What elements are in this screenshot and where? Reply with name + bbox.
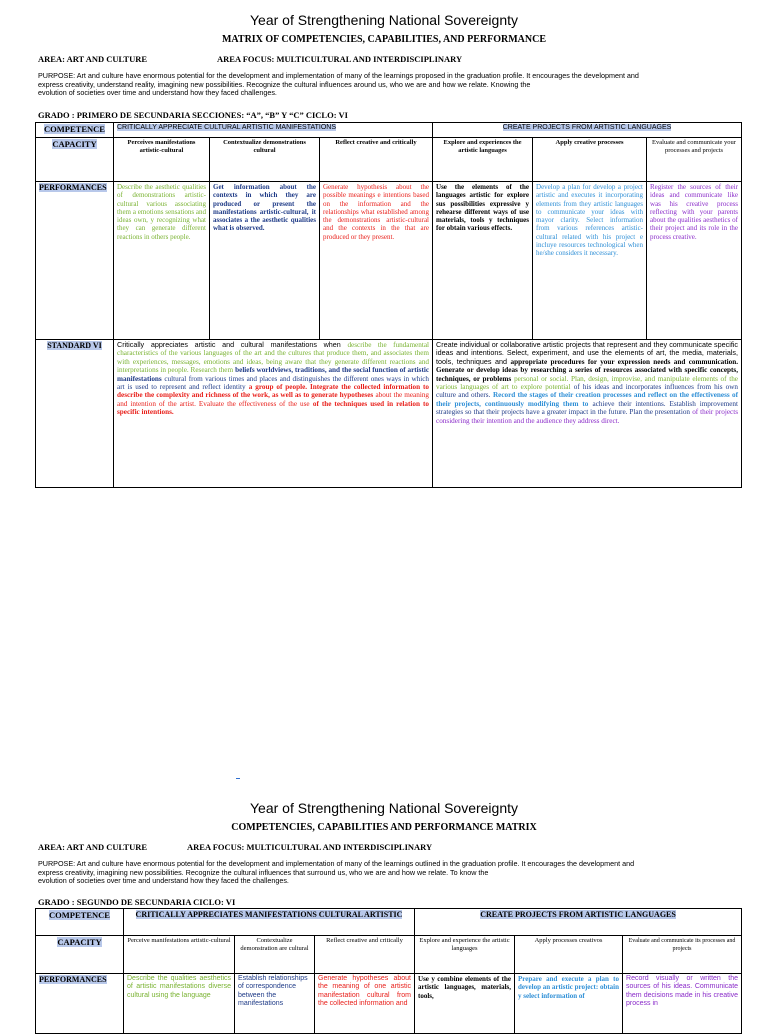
performance-cell: Develop a plan for develop a project artistic and executes it incorporating elements from they artistic languages to communicate your ideas with mayor clarity. Select information from various references artistic-cultural related with his project e incluye resources technological when he/she considers it necessary. xyxy=(533,182,647,340)
capacity-row-label: CAPACITY xyxy=(36,936,124,974)
standard-text: cultural from various times and places and distinguishes the different ones ways in which art is used to represent and reflect identity xyxy=(117,374,430,392)
performance-cell: Prepare and execute a plan to develop an artistic project: obtain y select information of xyxy=(515,974,623,1034)
capacity-cell: Explore and experiences the artistic languages xyxy=(433,138,533,182)
purpose-line: PURPOSE: Art and culture have enormous potential for the development and implementation of many of the learnings outlined in the graduation profile. It encourages the development and xyxy=(38,859,635,868)
purpose-line: evolution of societies over time and understand how they faced challenges. xyxy=(38,88,277,98)
performance-cell: Generate hypothesis about the possible meanings e intentions based on the information and the relationships what established among the demonstrations artistic-cultural and the contexts in the that are produced or they present. xyxy=(320,182,433,340)
page-title: Year of Strengthening National Sovereignty xyxy=(250,12,518,28)
capacity-cell: Perceive manifestations artistic-cultural xyxy=(124,936,235,974)
competence-2: CREATE PROJECTS FROM ARTISTIC LANGUAGES xyxy=(415,909,742,936)
standard-text: Critically appreciates artistic and cultural manifestations when xyxy=(117,340,341,349)
standard-text: of their projects considering their intention and the audience they address direct. xyxy=(436,408,739,425)
standard-text: of the techniques used in relation to specific intentions. xyxy=(117,399,430,417)
capacity-cell: Apply creative processes xyxy=(533,138,647,182)
page-break-mark xyxy=(236,778,240,779)
capacity-cell: Explore and experience the artistic languages xyxy=(415,936,515,974)
grado-label: GRADO : SEGUNDO DE SECUNDARIA CICLO: VI xyxy=(38,897,236,907)
standard-text: achieve their intentions. Establish improvement strategies so that their projects have a greater impact in the future. Plan the presentation xyxy=(436,399,739,417)
standard-text: describe the fundamental characteristics of the various languages of the art and the cultures that produce them, and associates them with experiences, messages, emotions and ideas, being aware that they generate different reactions and interpretations in people. Research them xyxy=(117,341,430,375)
performances-row-label: PERFORMANCES xyxy=(36,182,114,340)
performance-cell: Use the elements of the languages artistic for explore sus possibilities expressive y rehearse different ways of use materials, tools y techniques for obtain various effects. xyxy=(433,182,533,340)
purpose-line: evolution of societies over time and understand how they faced the challenges. xyxy=(38,876,289,886)
competency-matrix-1 xyxy=(35,122,742,488)
standard-text: Create individual or collaborative artistic projects that represent and they communicate specific ideas and intentions. Select, experiment, and use the elements of art, the media, materials, tools, techniques and xyxy=(436,340,739,366)
standard-cell-appreciate xyxy=(114,340,433,488)
standard-row-label: STANDARD VI xyxy=(36,340,114,488)
performance-cell: Get information about the contexts in which they are produced or present the manifestations artistic-cultural, it associates a the aesthetic qualities what is observed. xyxy=(210,182,320,340)
capacity-cell: Reflect creative and critically xyxy=(320,138,433,182)
competence-1: CRITICALLY APPRECIATES MANIFESTATIONS CULTURAL ARTISTIC xyxy=(124,909,415,936)
standard-text: Record the stages of their creation processes and reflect on the effectiveness of their projects, continuously modifying them to xyxy=(436,391,739,408)
area-label: AREA: ART AND CULTURE xyxy=(38,54,148,64)
performances-row-label: PERFORMANCES xyxy=(36,974,124,1034)
standard-text: about the meaning and intention of the artist. Evaluate the effectiveness of the use xyxy=(117,391,430,408)
capacity-row-label: CAPACITY xyxy=(36,138,114,182)
capacity-cell: Contextualize demonstrations cultural xyxy=(210,138,320,182)
purpose-line: express creativity, understand reality, imagining new possibilities. Recognize the cultural influences around us, who we are and how we relate. Knowing the xyxy=(38,79,531,89)
standard-text: beliefs worldviews, traditions, and the social function of artistic manifestations xyxy=(117,366,430,383)
performance-cell: Record visually or written the sources of his ideas. Communicate them decisions made in his creative process in xyxy=(623,974,742,1034)
competency-matrix-2 xyxy=(35,908,742,1034)
performance-cell: Describe the aesthetic qualities of demonstrations artistic-cultural various associating them a emotions sensations and ideas own, y recognizing what they can generate different reactions in others people. xyxy=(114,182,210,340)
standard-text: a group of people. Integrate the collected information to describe the complexity and richness of the work, as well as to generate hypotheses xyxy=(117,383,430,400)
performance-cell: Describe the qualities aesthetics of artistic manifestations diverse cultural using the language xyxy=(124,974,235,1034)
performance-cell: Use y combine elements of the artistic languages, materials, tools, xyxy=(415,974,515,1034)
performance-cell: Register the sources of their ideas and communicate like was his creative process reflecting with your parents about the qualities aesthetics of their project and its role in the process creative. xyxy=(647,182,742,340)
competence-row-label: COMPETENCE xyxy=(36,123,114,138)
grado-label: GRADO : PRIMERO DE SECUNDARIA SECCIONES: “A”, “B” Y “C” CICLO: VI xyxy=(38,110,348,120)
standard-cell-create xyxy=(433,340,742,488)
matrix-subtitle: MATRIX OF COMPETENCIES, CAPABILITIES, AND PERFORMANCE xyxy=(221,34,546,45)
standard-text: appropriate procedures for your expression needs and communication. Generate or develop ideas by researching a series of resources associated with specific concepts, techniques, or problems xyxy=(436,357,739,383)
standard-text: of his ideas and incorporates influences from his own culture and others. xyxy=(436,383,739,400)
matrix-subtitle: COMPETENCIES, CAPABILITIES AND PERFORMANCE MATRIX xyxy=(231,822,537,833)
competence-2: CREATE PROJECTS FROM ARTISTIC LANGUAGES xyxy=(433,123,742,138)
capacity-cell: Evaluate and communicate your processes and projects xyxy=(647,138,742,182)
capacity-cell: Apply processes creativos xyxy=(515,936,623,974)
performance-cell: Establish relationships of correspondence between the manifestations xyxy=(235,974,315,1034)
capacity-cell: Reflect creative and critically xyxy=(315,936,415,974)
area-label: AREA: ART AND CULTURE xyxy=(38,842,148,852)
performance-cell: Generate hypotheses about the meaning of one artistic manifestation cultural from the collected information and xyxy=(315,974,415,1034)
competence-row-label: COMPETENCE xyxy=(36,909,124,936)
capacity-cell: Contextualize demonstration are cultural xyxy=(235,936,315,974)
capacity-cell: Evaluate and communicate its processes and projects xyxy=(623,936,742,974)
purpose-text xyxy=(38,860,738,886)
purpose-text xyxy=(38,72,738,98)
purpose-line: express creativity, imagining new possibilities. Recognize the cultural influences that surround us, who we are and how we relate. To know the xyxy=(38,867,489,877)
area-focus-label: AREA FOCUS: MULTICULTURAL AND INTERDISCIPLINARY xyxy=(187,842,433,852)
purpose-line: PURPOSE: Art and culture have enormous potential for the development and implementation of many of the learnings proposed in the graduation profile. It encourages the development and xyxy=(38,71,639,80)
standard-text: personal or social. Plan, design, improvise, and manipulate elements of the various languages of art to explore potential xyxy=(436,374,738,392)
competence-1: CRITICALLY APPRECIATE CULTURAL ARTISTIC MANIFESTATIONS xyxy=(114,123,433,138)
area-focus-label: AREA FOCUS: MULTICULTURAL AND INTERDISCIPLINARY xyxy=(217,54,463,64)
capacity-cell: Perceives manifestations artistic-cultural xyxy=(114,138,210,182)
page-title: Year of Strengthening National Sovereignty xyxy=(250,800,518,816)
